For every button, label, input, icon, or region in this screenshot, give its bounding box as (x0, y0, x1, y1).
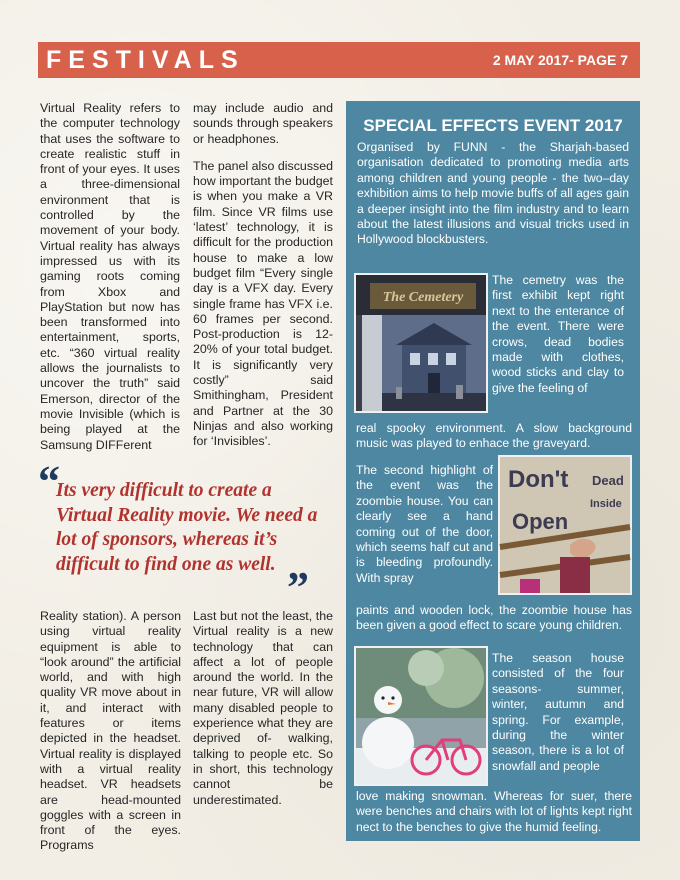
paragraph: Last but not the least, the Virtual reality is a new technology that can affect a lot of people around the world. In the near future, VR will allow many disabled people to experience what they are deprived of- walking, talking to people etc. So in short, this technology cannot be underestimated. (193, 609, 333, 807)
issue-date-page: 2 MAY 2017- PAGE 7 (492, 52, 628, 68)
paragraph: may include audio and sounds through speakers or headphones. (193, 101, 333, 146)
paragraph: Virtual Reality refers to the computer technology that uses the software to create realistic stuff in front of your eyes. It uses a three-dimensional environment that is controlled by the movement of your body. Virtual reality has always impressed us with its gaming roots coming from Xbox and PlayStation but now has been transformed into entertainment, sports, etc. “360 virtual reality allows the journalists to uncover the truth” said Emerson, director of the movie Invisible (which is being played at the Samsung DIFFerent (40, 101, 180, 452)
zombie-house-text-continued: paints and wooden lock, the zoombie house has been given a good effect to scare young children. (356, 603, 632, 633)
season-house-text-continued: love making snowman. Whereas for suer, there were benches and chairs with lot of lights kept right nect to the benches to give the humid feeling. (356, 789, 632, 834)
cemetery-sign-text: The Cemetery (382, 290, 464, 305)
zombie-house-photo (498, 455, 632, 595)
pull-quote (38, 457, 333, 612)
zombie-house-text: The second highlight of the event was the zoombie house. You can clearly see a hand coming out of the door, which seems half cut and is bleeding profoundly. With spray (356, 463, 493, 585)
season-house-text: The season house consisted of the four seasons- summer, winter, autumn and spring. For example, during the winter season, there is a lot of snowfall and people (492, 651, 624, 773)
section-title: FESTIVALS (46, 46, 245, 74)
sidebar-panel (346, 101, 640, 841)
pull-quote-text: Its very difficult to create a Virtual Reality movie. We need a lot of sponsors, whereas it’s difficult to find one as well. (56, 480, 318, 575)
panel-intro: Organised by FUNN - the Sharjah-based organisation dedicated to promoting media arts among children and young people - the two–day exhibition aims to help movie buffs of all ages gain a deeper insight into the film industry and to learn about the latest illusions and visual tricks used in Hollywood blockbusters. (357, 140, 629, 247)
season-house-photo (354, 646, 488, 786)
zombie-sign-text-2: Open (512, 509, 569, 534)
close-quote-mark: ” (287, 563, 309, 612)
article-column-4 (193, 609, 333, 844)
open-quote-mark: “ (38, 457, 60, 506)
panel-title: SPECIAL EFFECTS EVENT 2017 (363, 116, 623, 135)
zombie-sign-text-1: Don't (508, 466, 569, 493)
article-column-3 (40, 609, 181, 853)
zombie-sign-text-3: Dead (592, 473, 624, 488)
cemetery-photo (354, 273, 488, 413)
article-column-1 (40, 101, 180, 451)
cemetery-text: The cemetry was the first exhibit kept right next to the enterance of the event. There were crows, dead bodies made with clothes, wood sticks and clay to give the feeling of (492, 273, 624, 395)
article-column-2 (193, 101, 333, 456)
paragraph: Reality station). A person using virtual reality equipment is able to “look around” the artificial world, and with high quality VR move about in it, and interact with features or items depicted in the headset. Virtual reality is displayed with a virtual reality headset. VR headsets are head-mounted goggles with a screen in front of the eyes. Programs (40, 609, 181, 853)
cemetery-text-continued: real spooky environment. A slow background music was played to enhace the graveyard. (356, 421, 632, 451)
zombie-sign-text-4: Inside (590, 498, 622, 510)
paragraph: The panel also discussed how important the budget is when you make a VR film. Since VR films use ‘latest’ technology, it is difficult for the production house to make a low budget film “Every single day is a VFX day. Every single frame has VFX i.e. 60 frames per second. Post-production is 12-20% of your total budget. It is significantly very costly” said Smithingham, President and Partner at the 30 Ninjas and also working for ‘Invisibles’. (193, 158, 333, 449)
section-header-bar (38, 42, 640, 78)
